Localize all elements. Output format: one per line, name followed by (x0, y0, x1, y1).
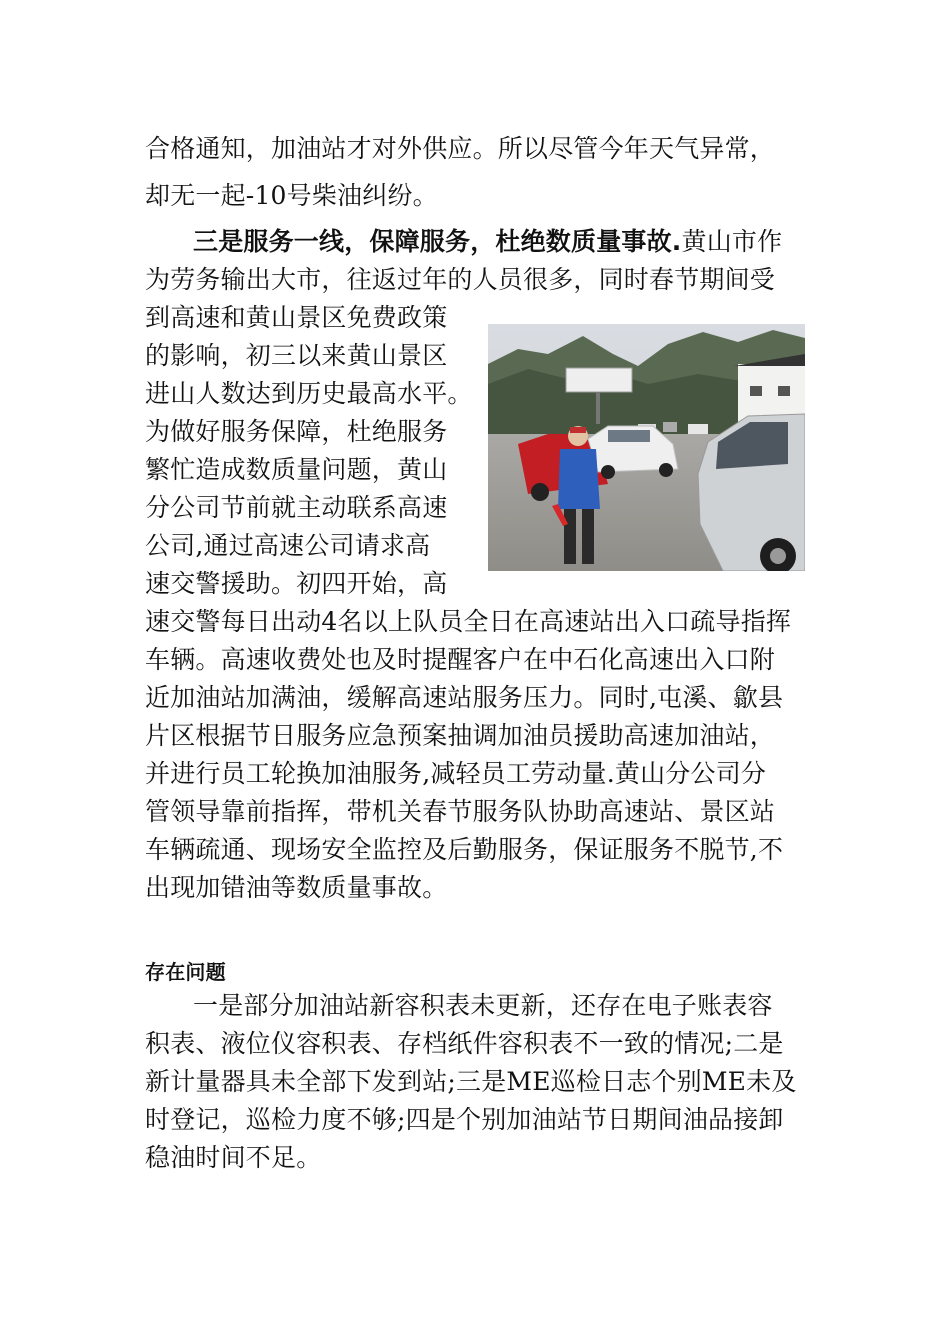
text-line: 新计量器具未全部下发到站;三是ME巡检日志个别ME未及 (145, 1067, 797, 1096)
section-heading: 存在问题 (145, 960, 226, 984)
text-line: 稳油时间不足。 (145, 1143, 322, 1172)
paragraph-lead-bold: 三是服务一线，保障服务，杜绝数质量事故. (193, 227, 682, 256)
text-line: 却无一起-10号柴油纠纷。 (145, 181, 438, 210)
text-line: 一是部分加油站新容积表未更新，还存在电子账表容 (193, 991, 773, 1020)
text-line: 时登记，巡检力度不够;四是个别加油站节日期间油品接卸 (145, 1105, 784, 1134)
text-line: 为做好服务保障，杜绝服务 (145, 417, 448, 446)
text-line: 近加油站加满油，缓解高速站服务压力。同时,屯溪、歙县 (145, 683, 784, 712)
text-fragment: 黄山市作 (681, 227, 783, 256)
text-line: 速交警援助。初四开始，高 (145, 569, 448, 598)
text-line: 繁忙造成数质量问题，黄山 (145, 455, 448, 484)
traffic-photo (488, 324, 805, 571)
text-line: 分公司节前就主动联系高速 (145, 493, 448, 522)
text-line: 出现加错油等数质量事故。 (145, 873, 448, 902)
text-line: 为劳务输出大市，往返过年的人员很多，同时春节期间受 (145, 265, 776, 294)
text-line: 合格通知，加油站才对外供应。所以尽管今年天气异常， (145, 134, 776, 163)
text-line: 到高速和黄山景区免费政策 (145, 303, 448, 332)
text-line: 片区根据节日服务应急预案抽调加油员援助高速加油站， (145, 721, 776, 750)
text-line: 管领导靠前指挥，带机关春节服务队协助高速站、景区站 (145, 797, 776, 826)
text-line: 的影响，初三以来黄山景区 (145, 341, 448, 370)
text-line (193, 226, 782, 258)
text-line: 并进行员工轮换加油服务,减轻员工劳动量.黄山分公司分 (145, 759, 767, 788)
text-line: 积表、液位仪容积表、存档纸件容积表不一致的情况;二是 (145, 1029, 784, 1058)
text-line: 进山人数达到历史最高水平。 (145, 379, 473, 408)
text-line: 公司,通过高速公司请求高 (145, 531, 431, 560)
text-line: 车辆疏通、现场安全监控及后勤服务，保证服务不脱节,不 (145, 835, 784, 864)
text-line: 车辆。高速收费处也及时提醒客户在中石化高速出入口附 (145, 645, 776, 674)
text-line: 速交警每日出动4名以上队员全日在高速站出入口疏导指挥 (145, 607, 792, 636)
